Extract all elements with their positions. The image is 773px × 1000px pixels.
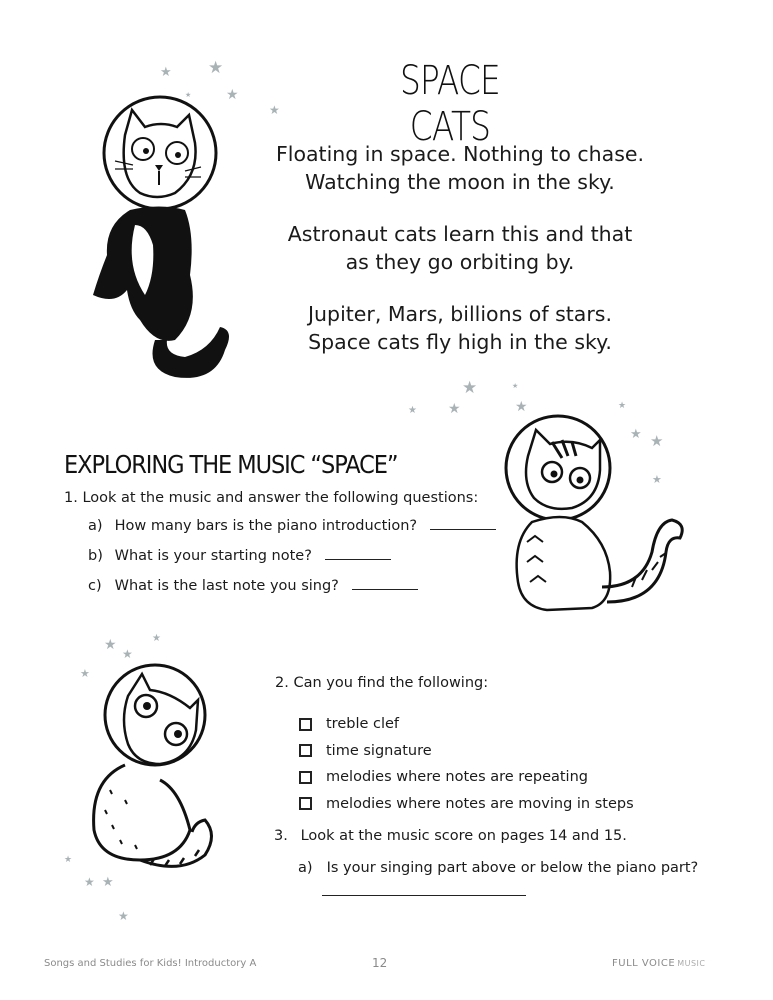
poem-stanza-1 bbox=[270, 140, 650, 196]
star-icon: ★ bbox=[102, 875, 114, 890]
item-label: a) bbox=[298, 860, 313, 876]
poem-line: Space cats fly high in the sky. bbox=[308, 330, 612, 354]
cat-astronaut-icon bbox=[85, 95, 245, 385]
item-text: How many bars is the piano introduction? bbox=[114, 518, 418, 534]
page-title: SPACE CATS bbox=[400, 58, 500, 150]
star-icon: ★ bbox=[462, 378, 478, 398]
star-icon: ★ bbox=[80, 667, 90, 680]
cat-astronaut-icon bbox=[80, 660, 220, 880]
star-icon: ★ bbox=[618, 401, 627, 411]
item-label: b) bbox=[88, 548, 103, 564]
star-icon: ★ bbox=[118, 909, 129, 923]
checkbox[interactable] bbox=[299, 771, 312, 784]
poem-stanza-3 bbox=[270, 300, 650, 356]
star-icon: ★ bbox=[64, 855, 73, 865]
brand-name: FULL VOICE bbox=[612, 958, 676, 969]
answer-blank[interactable] bbox=[322, 895, 526, 896]
star-icon: ★ bbox=[515, 399, 528, 415]
star-icon: ★ bbox=[208, 58, 224, 78]
question-1 bbox=[64, 490, 496, 608]
question-3-stem bbox=[274, 828, 698, 860]
checklist-label: treble clef bbox=[326, 716, 400, 733]
checkbox[interactable] bbox=[299, 744, 312, 757]
answer-blank[interactable] bbox=[430, 528, 496, 530]
poem-line: Floating in space. Nothing to chase. bbox=[275, 142, 645, 166]
brand-logo-icon: MUSIC bbox=[677, 959, 706, 968]
checkbox[interactable] bbox=[299, 718, 312, 731]
item-text: What is your starting note? bbox=[114, 548, 312, 564]
poem-line: as they go orbiting by. bbox=[345, 250, 575, 274]
star-icon: ★ bbox=[122, 647, 133, 661]
checklist-item[interactable] bbox=[275, 791, 634, 818]
star-icon: ★ bbox=[652, 473, 662, 486]
question-1b bbox=[64, 548, 496, 578]
item-text: What is the last note you sing? bbox=[114, 578, 339, 594]
star-icon: ★ bbox=[226, 87, 239, 103]
question-2 bbox=[275, 675, 634, 817]
footer-brand bbox=[612, 958, 705, 969]
star-icon: ★ bbox=[448, 401, 461, 417]
checklist-item[interactable] bbox=[275, 738, 634, 765]
checklist-label: melodies where notes are repeating bbox=[326, 769, 588, 786]
section-heading: EXPLORING THE MUSIC “SPACE” bbox=[64, 450, 398, 479]
question-3 bbox=[274, 828, 698, 876]
checkbox[interactable] bbox=[299, 797, 312, 810]
question-1-stem: 1. Look at the music and answer the following questions: bbox=[64, 490, 479, 506]
star-icon: ★ bbox=[408, 405, 417, 416]
poem-stanza-2 bbox=[270, 220, 650, 276]
poem bbox=[270, 140, 650, 380]
question-1a bbox=[64, 518, 496, 548]
checklist-item[interactable] bbox=[275, 764, 634, 791]
item-text: Is your singing part above or below the piano part? bbox=[326, 860, 699, 876]
star-icon: ★ bbox=[512, 382, 519, 390]
poem-line: Jupiter, Mars, billions of stars. bbox=[308, 302, 612, 326]
question-3-text: Look at the music score on pages 14 and 15. bbox=[300, 828, 627, 844]
checklist-label: time signature bbox=[326, 742, 432, 759]
question-3a bbox=[274, 860, 698, 876]
poem-line: Watching the moon in the sky. bbox=[305, 170, 615, 194]
star-icon: ★ bbox=[185, 91, 192, 99]
footer-book-title: Songs and Studies for Kids! Introductory A bbox=[44, 958, 257, 969]
item-label: a) bbox=[88, 518, 103, 534]
page-number: 12 bbox=[372, 956, 388, 970]
poem-line: Astronaut cats learn this and that bbox=[287, 222, 633, 246]
question-2-stem: 2. Can you find the following: bbox=[275, 675, 489, 691]
item-label: c) bbox=[88, 578, 102, 594]
checklist-item[interactable] bbox=[275, 711, 634, 738]
question-1c bbox=[64, 578, 496, 608]
star-icon: ★ bbox=[152, 633, 161, 644]
star-icon: ★ bbox=[84, 875, 95, 889]
checklist-label: melodies where notes are moving in steps bbox=[326, 795, 634, 812]
star-icon: ★ bbox=[630, 427, 642, 442]
cat-astronaut-icon bbox=[492, 412, 692, 622]
star-icon: ★ bbox=[104, 637, 117, 653]
answer-blank[interactable] bbox=[325, 558, 391, 560]
star-icon: ★ bbox=[160, 65, 172, 80]
star-icon: ★ bbox=[650, 432, 664, 450]
question-number: 3. bbox=[274, 828, 288, 844]
star-icon: ★ bbox=[269, 103, 280, 117]
answer-blank[interactable] bbox=[352, 588, 418, 590]
